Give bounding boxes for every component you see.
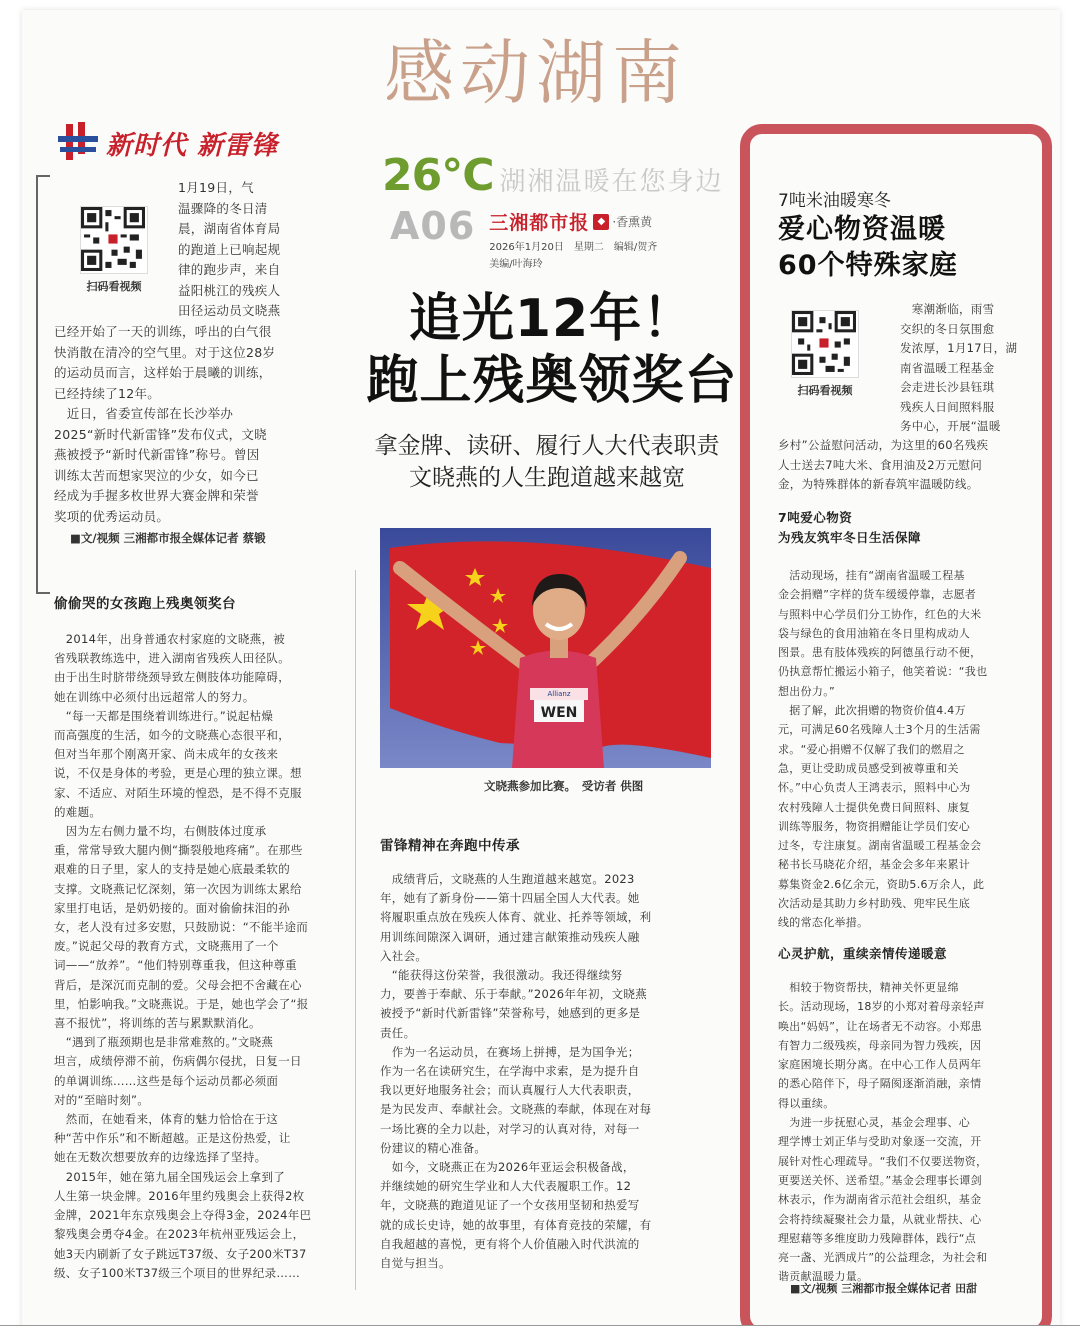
left-intro-short: 1月19日，气 温骤降的冬日清 晨，湖南省体育局 的跑道上已响起规 律的跑步声，来自 益阳桃江的残疾人 田径运动员文晓燕 bbox=[178, 180, 281, 318]
paper-seal-icon: ◆ bbox=[593, 214, 609, 230]
right-qr-block bbox=[780, 310, 870, 398]
right-intro-short: 寒潮渐临，雨雪 交织的冬日氛围愈 发浓厚，1月17日，湖 南省温暖工程基金 会走进长沙县钰琪 残疾人日间照料服 务中心，开展“温暖 bbox=[900, 302, 1018, 433]
middle-section-head: 雷锋精神在奔跑中传承 bbox=[380, 838, 520, 854]
right-title-line-2: 60个特殊家庭 bbox=[778, 250, 958, 281]
right-section1-head bbox=[778, 508, 1042, 548]
right-credit: ■文/视频 三湘都市报全媒体记者 田甜 bbox=[790, 1282, 978, 1295]
headline-line-2: 跑上残奥领奖台 bbox=[366, 351, 738, 411]
date-line: 2026年1月20日 星期二 编辑/贺齐 bbox=[489, 242, 658, 253]
paper-name: 三湘都市报 bbox=[489, 212, 590, 234]
qr-pattern-right bbox=[792, 311, 856, 375]
weather-line bbox=[382, 150, 762, 201]
left-bracket bbox=[36, 175, 50, 594]
right-title bbox=[778, 212, 1048, 284]
athlete-photo bbox=[380, 528, 711, 768]
right-intro-long: 乡村”公益慰问活动，为这里的60名残疾 人士送去7吨大米、食用油及2万元慰问 金，为特殊群体的新春筑牢温暖防线。 bbox=[778, 438, 989, 491]
headline bbox=[322, 288, 782, 412]
highlight-frame bbox=[740, 124, 1052, 1338]
right-section1-head-line-1: 7吨爱心物资 bbox=[778, 510, 853, 525]
qr-label: 扫码看视频 bbox=[86, 280, 142, 293]
subhead-line-2: 文晓燕的人生跑道越来越宽 bbox=[409, 465, 685, 491]
photo-caption: 文晓燕参加比赛。 受访者 供图 bbox=[484, 779, 644, 793]
right-kicker: 7吨米油暖寒冬 bbox=[778, 191, 891, 211]
right-title-line-1: 爱心物资温暖 bbox=[778, 214, 946, 245]
page-number: A06 bbox=[390, 204, 476, 248]
temperature: 26°C bbox=[382, 150, 494, 201]
qr-code-right[interactable] bbox=[791, 310, 859, 378]
banner-title: 感动湖南 bbox=[384, 32, 688, 114]
column-logo-icon bbox=[56, 120, 102, 166]
section-label: ·香熏黄 bbox=[612, 215, 653, 229]
subhead-line-1: 拿金牌、读研、履行人大代表职责 bbox=[374, 433, 720, 459]
temperature-slogan: 湖湘温暖在您身边 bbox=[499, 167, 724, 197]
bib-name: WEN bbox=[540, 705, 578, 721]
editors-line: 美编/叶海玲 bbox=[489, 259, 543, 270]
masthead-info bbox=[489, 208, 657, 270]
subhead bbox=[332, 430, 762, 494]
right-section2-head: 心灵护航，重续亲情传递暖意 bbox=[778, 946, 948, 961]
bottom-strip bbox=[0, 1325, 1080, 1344]
column-logo bbox=[56, 118, 316, 168]
masthead-row bbox=[390, 204, 770, 270]
right-section1-head-line-2: 为残友筑牢冬日生活保障 bbox=[778, 530, 922, 545]
left-section-head: 偷偷哭的女孩跑上残奥领奖台 bbox=[54, 596, 236, 612]
left-qr-block bbox=[64, 206, 164, 294]
left-intro-long: 已经开始了一天的训练，呼出的白气很 快消散在清冷的空气里。对于这位28岁 的运动员而言，这样始于晨曦的训练， 已经持续了12年。 近日，省委宣传部在长沙举办 2025“新时代新雷锋”发布仪式，文晓 燕被授予“新时代新雷锋”称号。曾因 训练太苦而想家哭泣的少女，如今已 经成为手握多枚世界大赛金牌和荣誉 奖项的优秀运动员。 bbox=[54, 324, 276, 524]
left-body: 2014年，出身普通农村家庭的文晓燕，被 省残联教练选中，进入湖南省残疾人田径队。 由于出生时脐带绕颈导致左侧肢体功能障碍， 她在训练中必须付出远超常人的努力。 “每一天都是围绕着训练进行。”说起枯燥 而高强度的生活，如今的文晓燕心态很平和， 但对当年那个刚离开家、尚未成年的女孩来 说，不仅是身体的考验，更是心理的独立课。想 家、不适应、对陌生环境的惶恐，是不得不克服 的难题。 因为左右侧力量不均，右侧肢体过度承 重，常常导致大腿内侧“撕裂般地疼痛”。在那些 艰难的日子里，家人的支持是她心底最柔软的 支撑。文晓燕记忆深刻，第一次因为训练太累给 家里打电话，是奶奶接的。面对偷偷抹泪的孙 女，老人没有过多安慰，只鼓励说：“不能半途而 废。”说起父母的教育方式，文晓燕用了一个 词——“放养”。“他们特别尊重我，但这种尊重 背后，是深沉而克制的爱。父母会把不舍藏在心 里，怕影响我。”文晓燕说。于是，她也学会了“报 喜不报忧”，将训练的苦与累默默消化。 “遇到了瓶颈期也是非常难熬的。”文晓燕 坦言，成绩停滞不前，伤病偶尔侵扰，日复一日 的单调训练……这些是每个运动员都必须面 对的“至暗时刻”。 然而，在她看来，体育的魅力恰恰在于这 种“苦中作乐”和不断超越。正是这份热爱，让 她在无数次想要放弃的边缘选择了坚持。 2015年，她在第九届全国残运会上拿到了 人生第一块金牌。2016年里约残奥会上获得2枚 金牌，2021年东京残奥会上夺得3金，2024年巴 黎残奥会勇夺4金。在2023年杭州亚残运会上， 她3天内刷新了女子跳远T37级、女子200米T37 级、女子100米T37级三个项目的世界纪录…… bbox=[54, 632, 312, 1280]
headline-line-1: 追光12年！ bbox=[408, 289, 696, 349]
column-logo-text: 新时代 新雷锋 bbox=[106, 130, 279, 161]
column-divider bbox=[355, 570, 356, 1290]
photo-illustration bbox=[380, 528, 711, 768]
qr-pattern bbox=[81, 207, 145, 271]
qr-label-right: 扫码看视频 bbox=[797, 384, 853, 397]
bib-sponsor: Allianz bbox=[547, 690, 571, 698]
qr-code[interactable] bbox=[80, 206, 148, 274]
left-credit: ■文/视频 三湘都市报全媒体记者 蔡锻 bbox=[70, 531, 266, 545]
right-section2-body: 相较于物资帮扶，精神关怀更显绵 长。活动现场，18岁的小郑对着母亲轻声 唤出“妈妈”，让在场者无不动容。小郑患 有智力二级残疾，母亲同为智力残疾，因 家庭困境长期分离。在中心工作人员两年 的悉心陪伴下，母子隔阂逐渐消融，亲情 得以重续。 为进一步抚慰心灵，基金会理事、心 理学博士刘正华与受助对象逐一交流，开 展针对性心理疏导。“我们不仅要送物资， 更要送关怀、送希望。”基金会理事长谭剑 林表示，作为湖南省示范社会组织，基金 会将持续凝聚社会力量，从就业帮扶、心 理慰藉等多维度助力残障群体，践行“点 亮一盏、光洒成片”的公益理念，为社会和 谐贡献温暖力量。 bbox=[778, 981, 988, 1284]
right-section1-body: 活动现场，挂有“湖南省温暖工程基 金会捐赠”字样的货车缓缓停靠，志愿者 与照料中心学员们分工协作，红色的大米 袋与绿色的食用油箱在冬日里构成动人 图景。患有肢体残疾的阿德虽行动不便， 仍执意帮忙搬运小箱子，他笑着说：“我也 想出份力。” 据了解，此次捐赠的物资价值4.4万 元，可满足60名残障人士3个月的生活需 求。“爱心捐赠不仅解了我们的燃眉之 急，更让受助成员感受到被尊重和关 怀。”中心负责人王鸿表示，照料中心为 农村残障人士提供免费日间照料、康复 训练等服务，物资捐赠能让学员们安心 过冬，专注康复。湖南省温暖工程基金会 秘书长马晓花介绍，基金会多年来累计 募集资金2.6亿余元，资助5.6万余人，此 次活动是其助力乡村助残、兜牢民生底 线的常态化举措。 bbox=[778, 569, 988, 930]
paper-line bbox=[489, 208, 657, 235]
middle-body: 成绩背后，文晓燕的人生跑道越来越宽。2023 年，她有了新身份——第十四届全国人大代表。她 将履职重点放在残疾人体育、就业、托养等领域，利 用训练间隙深入调研，通过建言献策推动残疾人融 入社会。 “能获得这份荣誉，我很激动。我还得继续努 力，要善于奉献、乐于奉献。”2026年年初，文晓燕 被授予“新时代新雷锋”荣誉称号，她感到的更多是 责任。 作为一名运动员，在赛场上拼搏，是为国争光； 作为一名在读研究生，在学海中求索，是为提升自 我以更好地服务社会；而认真履行人大代表职责， 是为民发声、奉献社会。文晓燕的奉献，体现在对每 一场比赛的全力以赴，对学习的认真对待，对每一 份建议的精心准备。 如今，文晓燕正在为2026年亚运会积极备战， 并继续她的研究生学业和人大代表履职工作。12 年，文晓燕的跑道见证了一个女孩用坚韧和热爱写 就的成长史诗，她的故事里，有体育竞技的荣耀，有 自我超越的喜悦，更有将个人价值融入时代洪流的 自觉与担当。 bbox=[380, 872, 652, 1271]
